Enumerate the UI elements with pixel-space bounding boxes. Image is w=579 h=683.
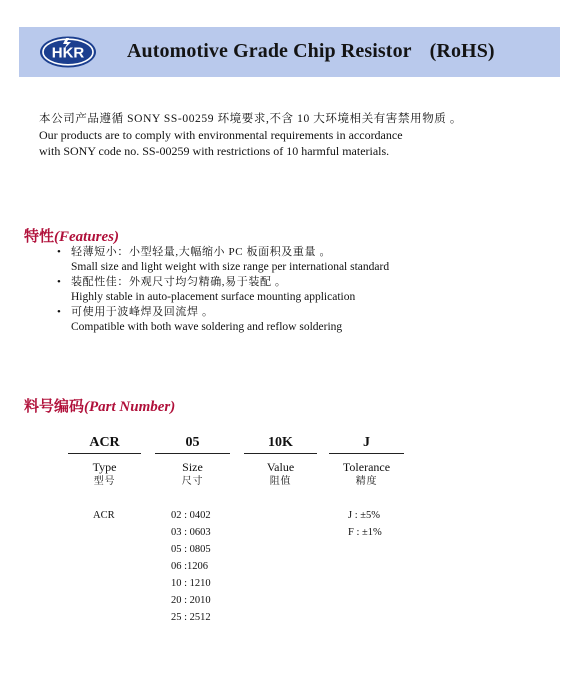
feature-zh: 轻薄短小：小型轻量,大幅缩小 PC 板面积及重量 。: [71, 246, 332, 258]
intro-line-en-2: with SONY code no. SS-00259 with restrictions of 10 harmful materials.: [39, 144, 390, 158]
size-value: 05 : 0805: [171, 544, 211, 555]
size-value: 03 : 0603: [171, 527, 211, 538]
pn-underline: [68, 453, 141, 454]
part-number-heading-en: (Part Number): [84, 399, 176, 415]
features-heading: [24, 225, 119, 246]
pn-underline: [329, 453, 404, 454]
size-value: 25 : 2512: [171, 612, 211, 623]
features-heading-en: (Features): [54, 229, 120, 245]
size-values: [171, 507, 211, 626]
title-text: Automotive Grade Chip Resistor: [127, 40, 412, 62]
size-value: 10 : 1210: [171, 578, 211, 589]
pn-label-zh: 阻值: [269, 476, 292, 487]
pn-underline: [155, 453, 230, 454]
pn-underline: [244, 453, 317, 454]
hkr-logo: [38, 35, 98, 69]
feature-en: Small size and light weight with size range per international standard: [71, 261, 390, 274]
compliance-statement: [39, 111, 462, 159]
document-title: [127, 40, 495, 63]
type-value: ACR: [93, 510, 115, 521]
pn-column-tolerance: [329, 435, 404, 489]
features-heading-zh: 特性: [24, 229, 55, 245]
pn-column-size: [155, 435, 230, 489]
feature-item: • 装配性佳：外观尺寸均匀精确,易于装配 。 Highly stable in auto-placement surface mounting application: [57, 275, 389, 305]
feature-zh: 装配性佳：外观尺寸均匀精确,易于装配 。: [71, 276, 287, 289]
tolerance-value: F : ±1%: [348, 527, 382, 538]
size-value: 06 :1206: [171, 561, 209, 572]
pn-label: Value: [266, 460, 295, 474]
size-value: 02 : 0402: [171, 510, 211, 521]
pn-code: 10K: [268, 435, 293, 450]
intro-line-zh: 本公司产品遵循 SONY SS-00259 环境要求,不含 10 大环境相关有害禁用物质 。: [39, 113, 462, 125]
title-banner: [19, 27, 560, 77]
rohs-label: (RoHS): [429, 40, 495, 62]
pn-label-zh: 尺寸: [181, 476, 204, 487]
logo-text: HKR: [51, 44, 85, 62]
pn-label: Type: [92, 460, 117, 474]
pn-label: Size: [182, 460, 203, 474]
part-number-heading: [24, 395, 175, 416]
pn-code: ACR: [89, 435, 120, 450]
pn-label: Tolerance: [342, 460, 391, 474]
feature-item: • 可使用于波峰焊及回流焊 。 Compatible with both wave soldering and reflow soldering: [57, 305, 389, 335]
pn-label-zh: 型号: [93, 476, 116, 487]
pn-code: J: [363, 435, 370, 450]
feature-item: • 轻薄短小：小型轻量,大幅缩小 PC 板面积及重量 。 Small size and light weight with size range per international standard: [57, 245, 389, 275]
size-value: 20 : 2010: [171, 595, 211, 606]
pn-column-value: [244, 435, 317, 489]
feature-zh: 可使用于波峰焊及回流焊 。: [71, 306, 214, 319]
intro-line-en-1: Our products are to comply with environmental requirements in accordance: [39, 128, 403, 142]
feature-en: Compatible with both wave soldering and reflow soldering: [71, 321, 343, 334]
tolerance-value: J : ±5%: [348, 510, 381, 521]
pn-label-zh: 精度: [355, 476, 378, 487]
part-number-heading-zh: 料号编码: [24, 399, 85, 415]
features-list: [57, 245, 389, 336]
pn-code: 05: [185, 435, 200, 450]
tolerance-values: [348, 507, 382, 541]
type-values: [93, 507, 115, 524]
pn-column-type: [68, 435, 141, 489]
feature-en: Highly stable in auto-placement surface mounting application: [71, 291, 356, 304]
